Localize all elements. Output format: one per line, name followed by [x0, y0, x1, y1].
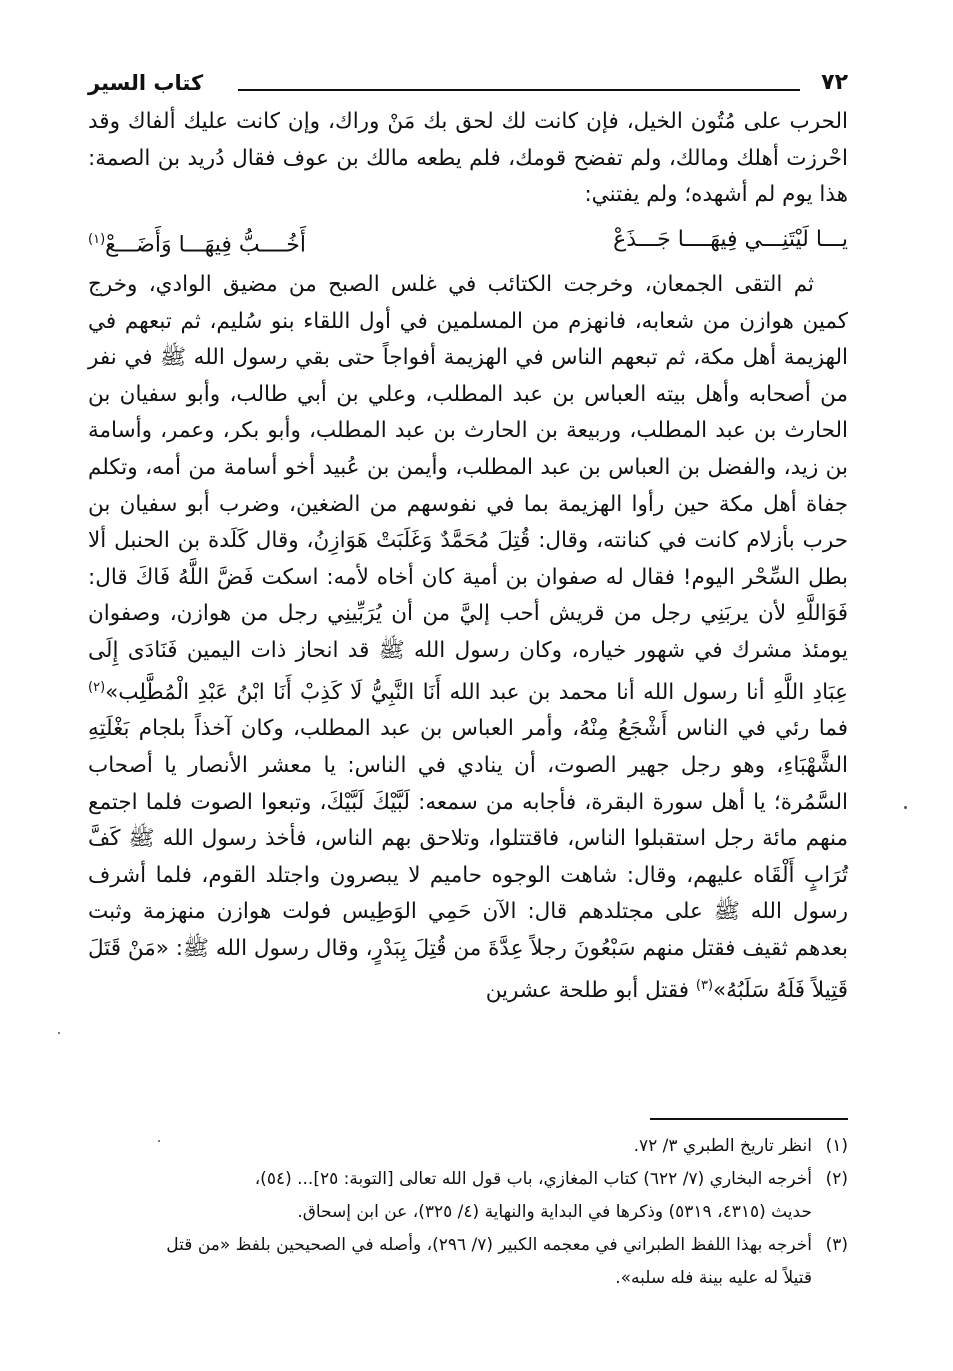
footnote-2-continuation: حديث (٤٣١٥، ٥٣١٩) وذكرها في البداية والنهاية (٤/ ٣٢٥)، عن ابن إسحاق.	[297, 1202, 812, 1222]
footnote-2	[88, 1163, 848, 1196]
footnotes	[88, 1130, 848, 1295]
footnote-text: أخرجه بهذا اللفظ الطبراني في معجمه الكبير (٧/ ٢٩٦)، وأصله في الصحيحين بلفظ «من قتل	[166, 1235, 812, 1255]
scan-speck	[904, 806, 907, 809]
paragraph-2	[88, 267, 848, 1009]
scan-speck	[158, 1140, 160, 1142]
paragraph-2-part-b: فما رئي في الناس أَشْجَعُ مِنْهُ، وأمر العباس بن عبد المطلب، وكان آخذاً بلجام بَغْلَتِهِ الشَّهْبَاءِ، وهو رجل جهير الصوت، أن ينادي في الناس: يا معشر الأنصار يا أصحاب السَّمُرة؛ يا أهل سورة البقرة، فأجابه من سمعه: لَبَّيْكَ لَبَّيْكَ، وتبعوا الصوت فلما اجتمع منهم مائة رجل استقبلوا الناس، فاقتتلوا، وتلاحق بهم الناس، فأخذ رسول الله ﷺ كَفَّ تُرَابٍ أَلْقَاه عليهم، وقال: شاهت الوجوه حاميم لا يبصرون واجتلد القوم، فلما أشرف رسول الله ﷺ على مجتلدهم قال: الآن حَمِي الوَطِيس فولت هوازن منهزمة وثبت بعدهم ثقيف فقتل منهم سَبْعُونَ رجلاً عِدَّةَ من قُتِلَ بِبَدْرٍ، وقال رسول الله ﷺ: «مَنْ قَتَلَ قَتِيلاً فَلَهُ سَلَبُهُ»	[88, 716, 848, 1003]
page-number: ٧٢	[821, 70, 848, 95]
main-text	[88, 104, 848, 1009]
footnote-ref-1: (١)	[88, 231, 106, 247]
poetry-verse	[88, 214, 848, 267]
verse-hemistich-2: أَخُــــبُّ فِيهَـــا وَأَضَـــعْ	[105, 232, 307, 258]
paragraph-2-part-a: ثم التقى الجمعان، وخرجت الكتائب في غلس الصبح من مضيق الوادي، وخرج كمين هوازن من شعابه، فانهزم من المسلمين في أول اللقاء بنو سُليم، ثم تبعهم في الهزيمة أهل مكة، ثم تبعهم الناس في الهزيمة أفواجاً حتى بقي رسول الله ﷺ في نفر من أصحابه وأهل بيته العباس بن عبد المطلب، وعلي بن أبي طالب، وأبو سفيان بن الحارث بن عبد المطلب، وربيعة بن الحارث بن عبد المطلب، وأبو بكر، وعمر، وأسامة بن زيد، والفضل بن العباس بن عبد المطلب، وأيمن بن عُبيد أخو أسامة من أمه، وتكلم جفاة أهل مكة حين رأوا الهزيمة بما في نفوسهم من الضغين، وضرب أبو سفيان بن حرب بأزلام كانت في كنانته، وقال: قُتِلَ مُحَمَّدٌ وَغَلَبَتْ هَوَازِنُ، وقال كَلَدة بن الحنبل ألا بطل السِّحْر اليوم! فقال له صفوان بن أمية كان أخاه لأمه: اسكت فَضَّ اللَّهُ فَاكَ قال: فَوَاللَّهِ لأن يربَنِي رجل من قريش أحب إليَّ من أن يُرَبِّينِي رجل من هوازن، وصفوان يومئذ مشرك في شهور خياره، وكان رسول الله ﷺ قد انحاز ذات اليمين فَنَادَى إِلَى عِبَادِ اللَّهِ أنا رسول الله أنا محمد بن عبد الله أَنَا النَّبِيُّ لَا كَذِبْ أَنَا ابْنُ عَبْدِ الْمُطَّلِب»	[88, 272, 848, 705]
footnote-ref-3: (٣)	[695, 977, 714, 993]
page-header	[88, 68, 848, 98]
book-title: كتاب السير	[88, 71, 204, 95]
footnote-text: انظر تاريخ الطبري ٣/ ٧٢.	[633, 1136, 812, 1156]
footnote-1	[88, 1130, 848, 1163]
footnote-separator	[650, 1118, 848, 1120]
footnote-ref-2: (٢)	[88, 679, 106, 695]
footnote-text: أخرجه البخاري (٧/ ٦٢٢) كتاب المغازي، باب قول الله تعالى [التوبة: ٢٥]... (٥٤)،	[254, 1169, 812, 1189]
verse-hemistich-2-wrapper	[88, 220, 306, 265]
footnote-3-continuation: قتيلاً له عليه بينة فله سلبه».	[615, 1268, 812, 1288]
footnote-number: (٢)	[825, 1169, 848, 1189]
verse-hemistich-1: يـــا لَيْتَنِـــي فِيهَــــا جَـــذَعْ	[613, 226, 848, 252]
footnote-number: (١)	[825, 1136, 848, 1156]
paragraph-2-part-c: فقتل أبو طلحة عشرين	[485, 977, 696, 1003]
paragraph-1: الحرب على مُتُون الخيل، فإن كانت لك لحق بك مَنْ وراك، وإن كانت عليك ألفاك وقد احْرزت أهلك ومالك، ولم تفضح قومك، فلم يطعه مالك بن عوف فقال دُريد بن الصمة: هذا يوم لم أشهده؛ ولم يفتني:	[88, 109, 848, 208]
header-rule	[238, 89, 800, 91]
scan-speck	[58, 1032, 60, 1034]
footnote-3	[88, 1229, 848, 1262]
footnote-number: (٣)	[825, 1235, 848, 1255]
